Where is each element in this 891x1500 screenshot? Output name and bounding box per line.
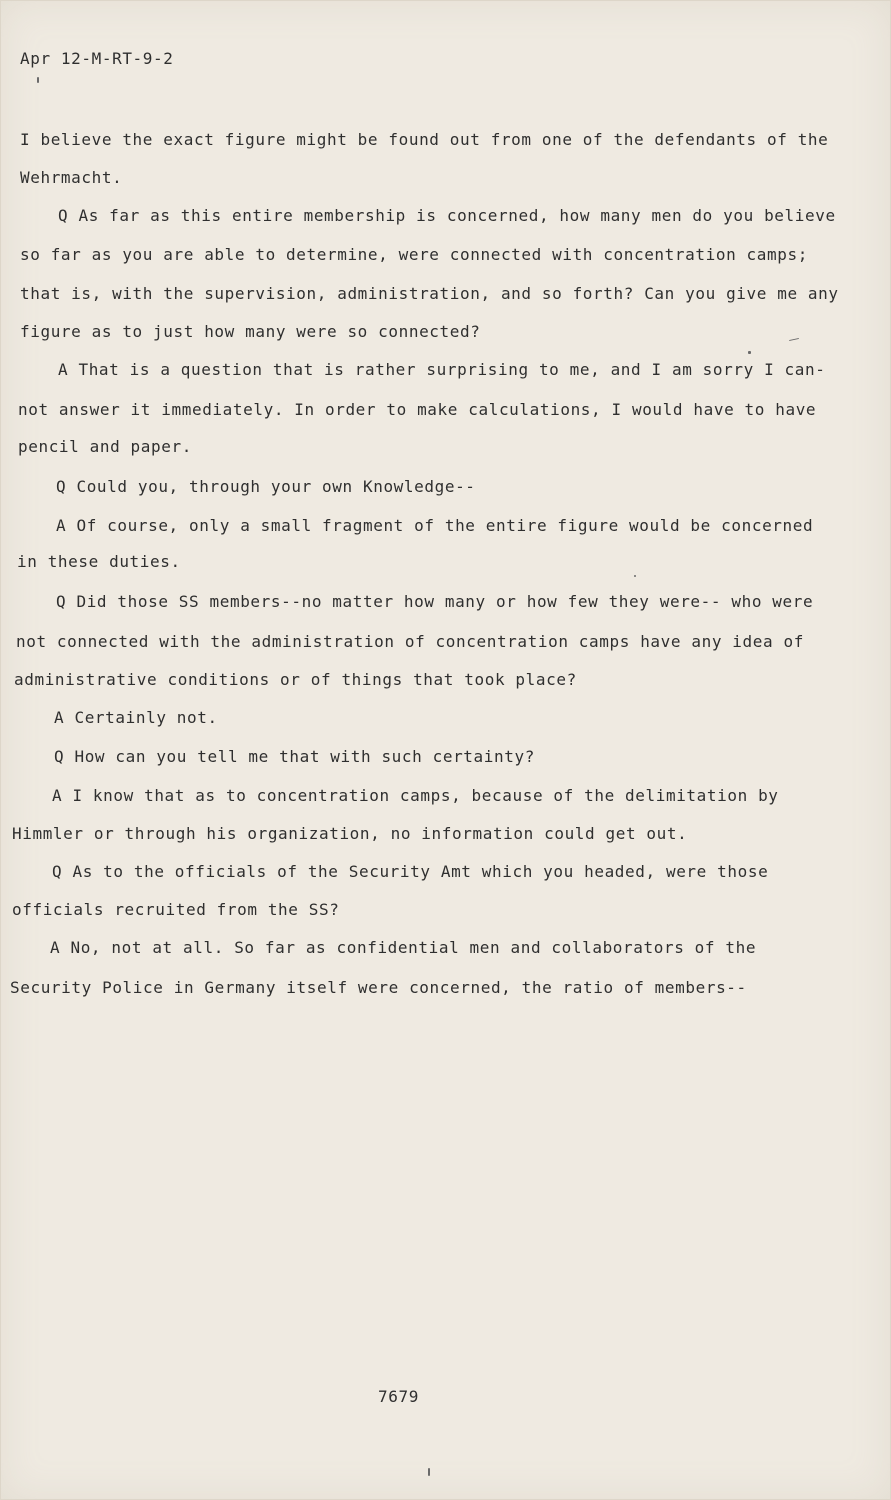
transcript-line: Security Police in Germany itself were concerned, the ratio of members-- xyxy=(10,978,747,997)
ink-speck xyxy=(428,1468,430,1476)
transcript-line: officials recruited from the SS? xyxy=(12,900,340,919)
ink-speck xyxy=(748,351,751,354)
ink-speck xyxy=(37,77,39,83)
transcript-line: A Of course, only a small fragment of the entire figure would be concerned xyxy=(56,516,814,535)
transcript-line: A Certainly not. xyxy=(54,708,218,727)
transcript-line: A I know that as to concentration camps, because of the delimitation by xyxy=(52,786,779,805)
transcript-line: so far as you are able to determine, were connected with concentration camps; xyxy=(20,245,808,264)
transcript-line: pencil and paper. xyxy=(18,437,192,456)
transcript-line: Q How can you tell me that with such certainty? xyxy=(54,747,535,766)
transcript-line: Q Could you, through your own Knowledge-- xyxy=(56,477,476,496)
transcript-line: not answer it immediately. In order to make calculations, I would have to have xyxy=(18,400,817,419)
transcript-line: Himmler or through his organization, no information could get out. xyxy=(12,824,688,843)
document-reference: Apr 12-M-RT-9-2 xyxy=(20,49,174,68)
ink-speck xyxy=(789,338,799,341)
transcript-line: administrative conditions or of things that took place? xyxy=(14,670,577,689)
transcript-line: Q Did those SS members--no matter how many or how few they were-- who were xyxy=(56,592,814,611)
transcript-line: that is, with the supervision, administration, and so forth? Can you give me any xyxy=(20,284,839,303)
transcript-line: not connected with the administration of concentration camps have any idea of xyxy=(16,632,804,651)
transcript-line: A No, not at all. So far as confidential men and collaborators of the xyxy=(50,938,757,957)
page-number: 7679 xyxy=(378,1387,419,1406)
ink-speck xyxy=(634,575,636,577)
transcript-line: figure as to just how many were so connected? xyxy=(20,322,481,341)
transcript-line: I believe the exact figure might be found out from one of the defendants of the xyxy=(20,130,829,149)
transcript-line: in these duties. xyxy=(17,552,181,571)
transcript-line: A That is a question that is rather surprising to me, and I am sorry I can- xyxy=(58,360,826,379)
transcript-line: Q As far as this entire membership is concerned, how many men do you believe xyxy=(58,206,836,225)
transcript-line: Q As to the officials of the Security Amt which you headed, were those xyxy=(52,862,769,881)
transcript-line: Wehrmacht. xyxy=(20,168,123,187)
